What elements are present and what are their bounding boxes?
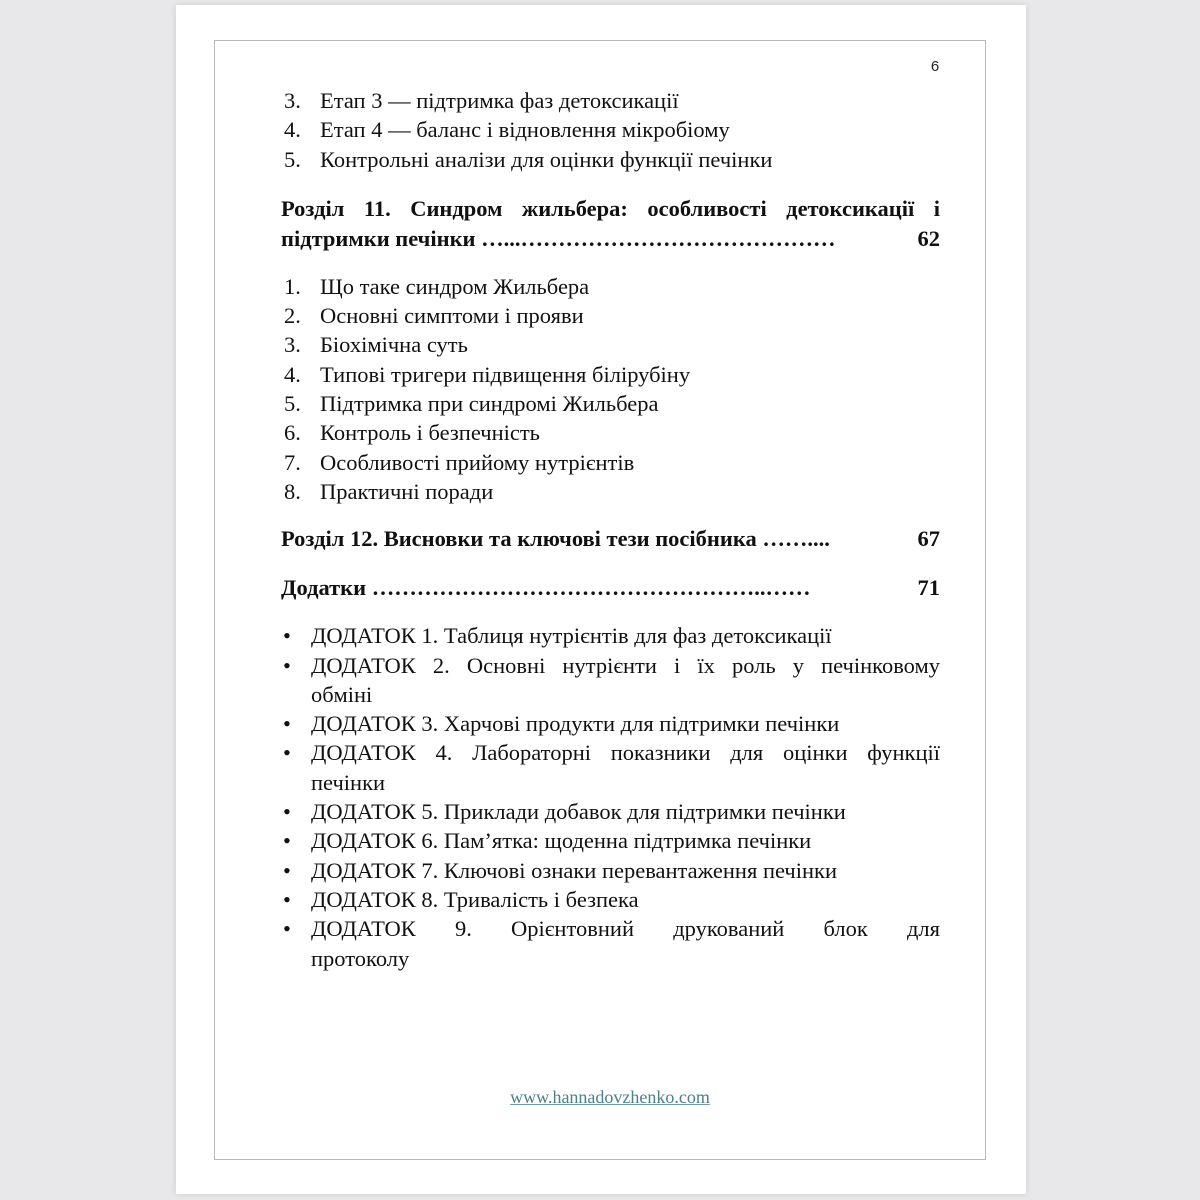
section-11-title-line1: Розділ 11. Синдром жильбера: особливості детоксикації і (281, 195, 940, 221)
section-11-list (281, 272, 940, 506)
section-12-heading: Розділ 12. Висновки та ключові тези посібника …….... 67 (281, 524, 940, 554)
list-item: • ДОДАТОК 2. Основні нутрієнти і їх роль у печінковому обміні (283, 652, 940, 707)
list-item: 3. Етап 3 — підтримка фаз детоксикації (284, 88, 679, 113)
appendices-page: 71 (917, 575, 940, 601)
list-item: • ДОДАТОК 8. Тривалість і безпека (283, 886, 639, 912)
list-item: 6. Контроль і безпечність (284, 420, 540, 446)
section-12-page: 67 (917, 526, 940, 552)
list-item: • ДОДАТОК 5. Приклади добавок для підтримки печінки (283, 799, 846, 825)
list-item: 5. Контрольні аналізи для оцінки функції печінки (284, 146, 773, 172)
list-item: • ДОДАТОК 9. Орієнтовний друкований блок для протоколу (283, 916, 940, 971)
section-11-page: 62 (917, 225, 940, 251)
list-item: • ДОДАТОК 1. Таблиця нутрієнтів для фаз детоксикації (283, 623, 832, 649)
appendices-heading: Додатки ……………………………………………..…… 71 (281, 573, 940, 603)
list-item: 7. Особливості прийому нутрієнтів (284, 449, 635, 475)
page-number: 6 (930, 58, 940, 75)
website-link[interactable]: www.hannadovzhenko.com (510, 1087, 710, 1107)
table-of-contents (281, 86, 940, 973)
list-item: • ДОДАТОК 6. Пам’ятка: щоденна підтримка печінки (283, 828, 812, 854)
list-item: 1. Що таке синдром Жильбера (284, 273, 590, 299)
section-11-title-line2: підтримки печінки …...…………………………………… 62 (281, 224, 940, 254)
list-item: • ДОДАТОК 4. Лабораторні показники для оцінки функції печінки (283, 740, 940, 795)
list-item: 5. Підтримка при синдромі Жильбера (284, 391, 659, 417)
list-item: • ДОДАТОК 3. Харчові продукти для підтримки печінки (283, 711, 840, 737)
list-item: 2. Основні симптоми і прояви (284, 303, 584, 329)
appendices-list (281, 621, 940, 973)
section-11-heading (281, 194, 940, 254)
list-item: • ДОДАТОК 7. Ключові ознаки перевантаження печінки (283, 857, 837, 883)
list-item: 4. Типові тригери підвищення білірубіну (284, 361, 691, 387)
stage-list (281, 86, 940, 174)
list-item: 4. Етап 4 — баланс і відновлення мікробіому (284, 117, 730, 143)
list-item: 3. Біохімічна суть (284, 332, 468, 358)
list-item: 8. Практичні поради (284, 478, 494, 504)
